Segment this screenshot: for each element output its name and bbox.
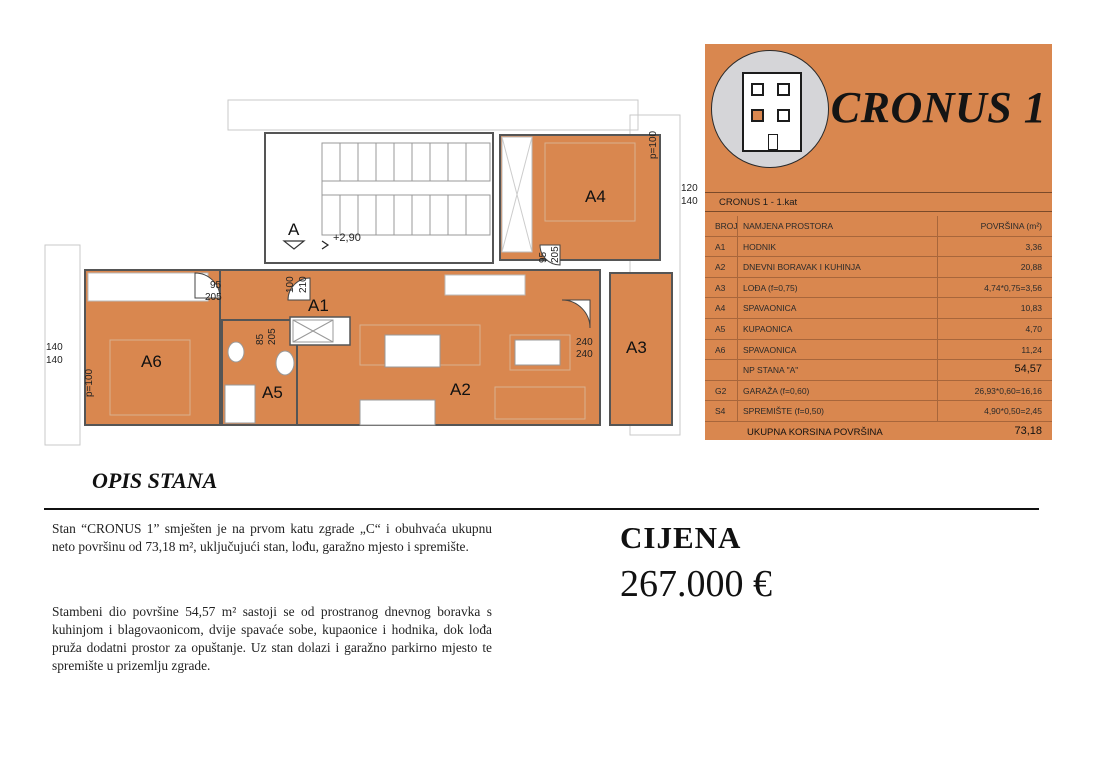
building-icon [742, 72, 802, 152]
svg-text:140: 140 [46, 342, 63, 353]
description-heading: OPIS STANA [92, 468, 218, 493]
svg-text:p=100: p=100 [648, 130, 659, 159]
label-a5: A5 [262, 383, 283, 402]
np-total-row: NP STANA "A" 54,57 [705, 360, 1052, 381]
svg-text:95: 95 [538, 251, 549, 263]
svg-text:p=100: p=100 [84, 368, 95, 397]
grand-total-row: UKUPNA KORSINA POVRŠINA 73,18 [747, 424, 1042, 438]
label-a1: A1 [308, 296, 329, 315]
svg-text:240: 240 [576, 337, 593, 348]
table-row: A1 HODNIK 3,36 [705, 237, 1052, 258]
svg-text:140: 140 [46, 355, 63, 366]
svg-text:140: 140 [681, 196, 698, 207]
table-row: S4 SPREMIŠTE (f=0,50) 4,90*0,50=2,45 [705, 401, 1052, 422]
label-a3: A3 [626, 338, 647, 357]
building-logo [711, 50, 829, 168]
table-row: A3 LOĐA (f=0,75) 4,74*0,75=3,56 [705, 278, 1052, 299]
svg-text:95: 95 [210, 280, 222, 291]
floor-plan [40, 95, 698, 460]
svg-text:85: 85 [255, 333, 266, 345]
svg-text:205: 205 [267, 328, 278, 345]
table-row: A4 SPAVAONICA 10,83 [705, 298, 1052, 319]
svg-text:205: 205 [550, 246, 561, 263]
price-label: CIJENA [620, 520, 742, 555]
table-row: A6 SPAVAONICA 11,24 [705, 340, 1052, 361]
svg-text:120: 120 [681, 183, 698, 194]
brand-title: CRONUS 1 [830, 83, 1047, 132]
divider [44, 508, 1039, 510]
table-row: A5 KUPAONICA 4,70 [705, 319, 1052, 340]
price-value: 267.000 € [620, 563, 772, 605]
area-table [705, 216, 1052, 442]
description-paragraph-2: Stambeni dio površine 54,57 m² sastoji se od prostranog dnevnog boravka s kuhinjom i blagovaonicom, dvije spavaće sobe, kupaonice i hodnika, dok lođa pruža dodatni prostor za opuštanje. Uz stan dolazi i garažno parkirno mjesto te spremište u prizemlju zgrade. [52, 604, 492, 673]
svg-text:240: 240 [576, 349, 593, 360]
table-row: A2 DNEVNI BORAVAK I KUHINJA 20,88 [705, 257, 1052, 278]
svg-text:205: 205 [205, 292, 222, 303]
label-a6: A6 [141, 352, 162, 371]
section-mark-label: A [288, 220, 300, 239]
label-a2: A2 [450, 380, 471, 399]
description-paragraph-1: Stan “CRONUS 1” smješten je na prvom katu zgrade „C“ i obuhvaća ukupnu neto površinu od 73,18 m², uključujući stan, lođu, garažno mjesto i spremište. [52, 521, 492, 554]
svg-text:100: 100 [285, 276, 296, 293]
label-a4: A4 [585, 187, 606, 206]
svg-text:210: 210 [298, 276, 309, 293]
apartment-info-card [705, 44, 1052, 440]
table-header: BROJ NAMJENA PROSTORA POVRŠINA (m²) [705, 216, 1052, 237]
level-mark: +2,90 [333, 232, 361, 244]
table-title: CRONUS 1 - 1.kat [705, 192, 1052, 212]
table-row: G2 GARAŽA (f=0,60) 26,93*0,60=16,16 [705, 381, 1052, 402]
